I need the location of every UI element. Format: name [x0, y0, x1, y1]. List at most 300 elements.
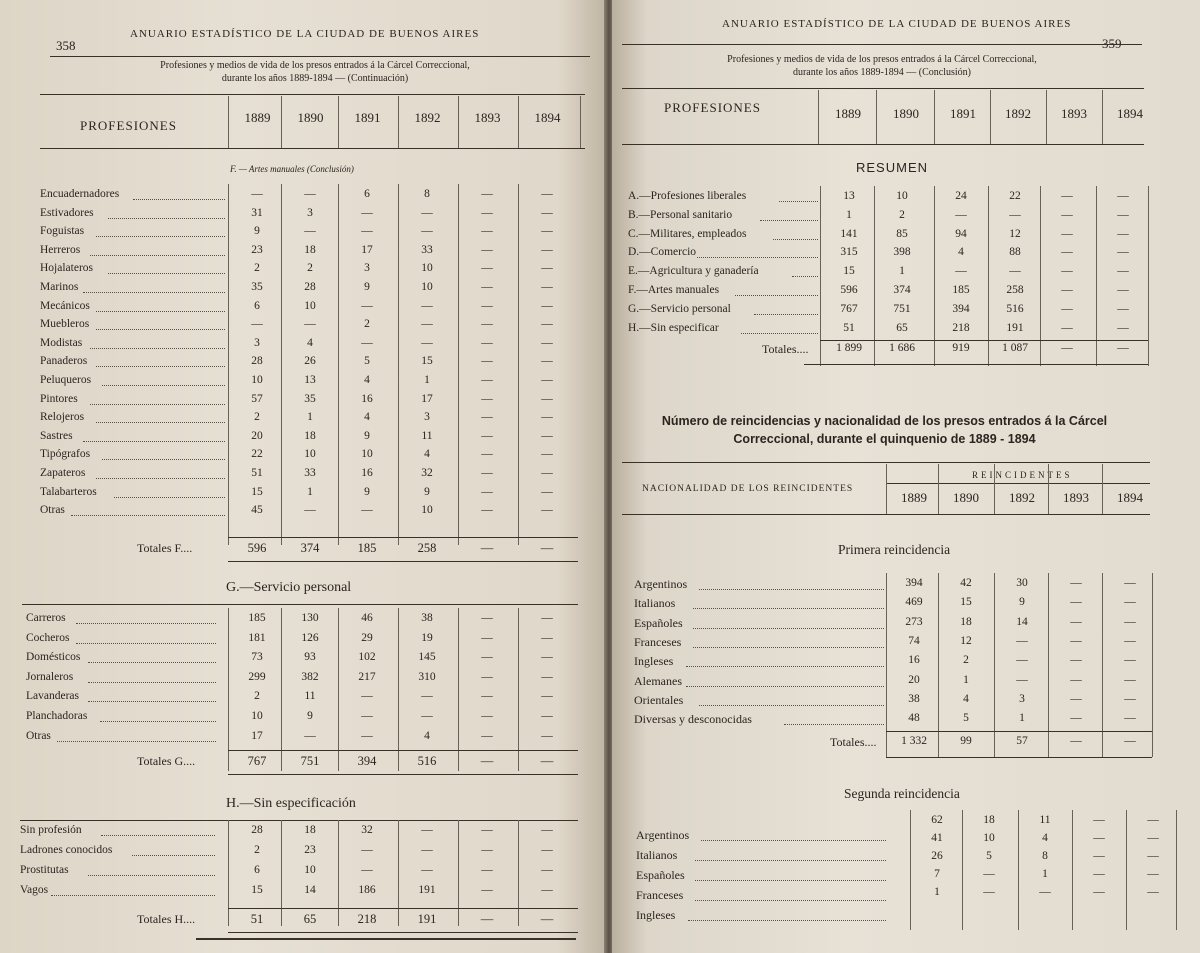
table-cell: 20 [251, 429, 263, 442]
total-bottom-rule [228, 774, 578, 775]
reinc-year-header: 1894 [1117, 490, 1143, 505]
total-rule [228, 908, 578, 909]
primera-cell: 38 [908, 692, 920, 705]
year-header: 1889 [835, 106, 861, 121]
leader-dots [100, 721, 216, 722]
table-cell: 130 [301, 612, 319, 624]
primera-cell: — [1070, 673, 1082, 686]
primera-cell: — [1070, 577, 1082, 589]
table-cell: — [541, 225, 553, 238]
table-cell: — [481, 281, 493, 293]
leader-dots [686, 686, 884, 687]
primera-cell: — [1070, 634, 1082, 647]
right-page-number: 359 [1102, 36, 1122, 51]
table-cell: — [361, 299, 373, 312]
segunda-cell: — [1093, 832, 1105, 844]
total-label: Totales F.... [137, 541, 193, 555]
total-cell: 51 [250, 912, 264, 926]
col-divider [1102, 464, 1103, 514]
table-cell: 5 [364, 355, 370, 368]
primera-total-cell: 57 [1016, 735, 1028, 748]
table-cell: — [541, 631, 553, 644]
resumen-cell: — [1061, 190, 1073, 202]
leader-dots [784, 724, 885, 725]
total-cell: 258 [417, 541, 437, 555]
leader-dots [695, 880, 887, 881]
table-cell: 18 [304, 243, 316, 256]
table-cell: 10 [421, 262, 433, 275]
col-divider [1040, 186, 1041, 366]
section-g-rule [22, 604, 578, 605]
primera-row-label: Diversas y desconocidas [634, 712, 752, 727]
table-cell: — [481, 374, 493, 386]
leader-dots [693, 647, 885, 648]
segunda-cell: — [1093, 850, 1105, 862]
segunda-cell: — [1147, 832, 1159, 844]
section-g-title: G.—Servicio personal [226, 580, 352, 595]
segunda-row-label: Ingleses [636, 908, 676, 922]
primera-title: Primera reincidencia [838, 542, 951, 557]
table-cell: 4 [364, 374, 370, 386]
table-cell: — [361, 710, 373, 722]
total-rule [228, 537, 578, 538]
col-divider [876, 90, 877, 144]
reinc-title-1: Número de reincidencias y nacionalidad de los presos entrados á la Cárcel [661, 414, 1108, 428]
table-cell: — [481, 864, 493, 876]
row-label: Prostitutas [20, 864, 69, 876]
resumen-cell: 374 [893, 284, 911, 296]
resumen-title: RESUMEN [856, 160, 929, 175]
col-divider [1046, 90, 1047, 144]
primera-total-cell: 99 [960, 735, 972, 748]
table-cell: 23 [304, 844, 316, 856]
resumen-cell: — [1061, 284, 1073, 296]
table-cell: 10 [304, 299, 316, 312]
primera-cell: 30 [1016, 577, 1028, 589]
primera-cell: 469 [905, 596, 923, 609]
segunda-cell: 26 [931, 850, 943, 862]
leader-dots [102, 459, 225, 460]
table-cell: 185 [248, 612, 266, 624]
table-cell: 18 [304, 824, 316, 836]
resumen-cell: 596 [840, 284, 858, 296]
table-cell: 17 [251, 729, 263, 742]
table-cell: 73 [251, 651, 263, 664]
row-label: Sin profesión [20, 824, 82, 836]
leader-dots [88, 682, 216, 683]
table-cell: — [541, 299, 553, 312]
col-divider [886, 464, 887, 514]
table-cell: — [481, 612, 493, 624]
table-cell: 10 [251, 374, 263, 386]
right-running-head: ANUARIO ESTADÍSTICO DE LA CIUDAD DE BUENOS AIRES [722, 18, 1072, 30]
table-cell: — [361, 504, 373, 517]
table-cell: — [541, 651, 553, 664]
table-cell: 126 [301, 631, 319, 644]
resumen-cell: 65 [896, 321, 908, 334]
resumen-row-label: F.—Artes manuales [628, 284, 720, 296]
col-divider [994, 464, 995, 514]
resumen-row-label: E.—Agricultura y ganadería [628, 265, 759, 278]
row-label: Mecánicos [40, 299, 90, 312]
segunda-cell: 4 [1042, 832, 1048, 844]
leader-dots [133, 199, 225, 200]
table-cell: — [481, 670, 493, 683]
row-label: Zapateros [40, 467, 86, 479]
table-cell: 6 [254, 299, 260, 312]
segunda-row-label: Argentinos [636, 828, 690, 842]
col-divider [1018, 810, 1019, 930]
row-label: Tipógrafos [40, 448, 91, 461]
row-label: Herreros [40, 243, 81, 256]
table-cell: 23 [251, 243, 263, 256]
segunda-cell: — [1093, 886, 1105, 898]
col-divider [1096, 186, 1097, 366]
primera-cell: 20 [908, 673, 920, 686]
table-cell: 1 [424, 374, 430, 386]
leader-dots [779, 201, 818, 202]
table-cell: — [481, 299, 493, 312]
col-divider [874, 186, 875, 366]
table-cell: 51 [251, 467, 263, 479]
resumen-total-cell: — [1117, 342, 1129, 355]
left-col-title: PROFESIONES [80, 118, 177, 133]
reinc-year-header: 1890 [953, 490, 979, 505]
table-cell: 6 [254, 864, 260, 876]
leader-dots [96, 236, 225, 237]
table-cell: 10 [251, 710, 263, 722]
resumen-cell: 516 [1006, 302, 1024, 315]
segunda-cell: — [1147, 868, 1159, 880]
leader-dots [90, 348, 225, 349]
table-cell: — [481, 206, 493, 219]
col-divider [518, 184, 519, 545]
col-divider [938, 464, 939, 514]
total-cell: 185 [357, 541, 377, 555]
primera-cell: — [1016, 634, 1028, 647]
resumen-row-label: H.—Sin especificar [628, 321, 719, 334]
resumen-cell: — [1061, 265, 1073, 278]
col-divider [518, 608, 519, 771]
resumen-cell: 1 [899, 265, 905, 278]
leader-dots [88, 875, 215, 876]
table-cell: 2 [254, 411, 260, 424]
col-divider [1072, 810, 1073, 930]
leader-dots [686, 666, 884, 667]
leader-dots [773, 239, 818, 240]
table-cell: 2 [307, 262, 313, 275]
leader-dots [83, 441, 225, 442]
table-cell: — [541, 710, 553, 722]
table-cell: — [421, 710, 433, 722]
col-divider [458, 608, 459, 771]
col-divider [820, 186, 821, 366]
table-cell: — [481, 884, 493, 896]
col-divider [338, 820, 339, 926]
leader-dots [108, 273, 225, 274]
primera-row-label: Ingleses [634, 654, 674, 669]
table-cell: — [361, 864, 373, 876]
col-divider [458, 184, 459, 545]
col-divider [228, 96, 229, 148]
reinc-year-header: 1893 [1063, 490, 1089, 505]
col-divider [910, 810, 911, 930]
table-cell: 9 [364, 429, 370, 442]
table-cell: — [481, 411, 493, 424]
table-cell: — [541, 411, 553, 424]
table-cell: 11 [421, 429, 433, 442]
primera-cell: — [1124, 596, 1136, 609]
resumen-row-label: C.—Militares, empleados [628, 227, 747, 240]
row-label: Carreros [26, 612, 66, 624]
primera-total-label: Totales.... [830, 735, 877, 750]
resumen-cell: 2 [899, 208, 905, 221]
col-divider [228, 608, 229, 771]
table-cell: — [541, 188, 553, 200]
segunda-cell: — [1147, 814, 1159, 826]
resumen-total-cell: 1 899 [836, 342, 862, 355]
total-cell: 65 [303, 912, 317, 926]
table-cell: 191 [418, 884, 436, 896]
segunda-cell: 10 [983, 832, 995, 844]
left-section-f-title: F. — Artes manuales (Conclusión) [230, 164, 354, 174]
table-cell: — [541, 485, 553, 498]
reinc-col-title: NACIONALIDAD DE LOS REINCIDENTES [642, 484, 854, 494]
leader-dots [735, 295, 818, 296]
table-cell: — [421, 225, 433, 238]
col-divider [962, 810, 963, 930]
col-divider [281, 96, 282, 148]
leader-dots [102, 385, 225, 386]
segunda-cell: 62 [931, 814, 943, 826]
table-cell: — [304, 729, 316, 742]
resumen-cell: 10 [896, 190, 908, 202]
table-cell: — [421, 318, 433, 331]
col-divider [1048, 573, 1049, 757]
primera-bottom-rule [886, 757, 1152, 758]
resumen-cell: 141 [840, 227, 858, 240]
col-divider [1102, 90, 1103, 144]
table-cell: — [361, 729, 373, 742]
table-cell: — [251, 318, 263, 331]
table-cell: — [481, 243, 493, 256]
leader-dots [76, 623, 216, 624]
row-label: Sastres [40, 429, 73, 442]
col-divider [886, 573, 887, 757]
row-label: Lavanderas [26, 690, 79, 703]
table-cell: — [481, 485, 493, 498]
primera-row-label: Franceses [634, 634, 682, 649]
reinc-year-header: 1889 [901, 490, 927, 505]
table-cell: 38 [421, 612, 433, 624]
col-divider [988, 186, 989, 366]
leader-dots [114, 497, 225, 498]
year-header: 1891 [354, 110, 381, 125]
col-divider [1126, 810, 1127, 930]
resumen-cell: 218 [952, 321, 970, 334]
table-cell: 57 [251, 392, 263, 405]
col-divider [338, 96, 339, 148]
table-cell: — [421, 206, 433, 219]
table-cell: 33 [304, 467, 316, 479]
table-cell: — [361, 690, 373, 703]
table-cell: — [481, 429, 493, 442]
primera-total-cell: — [1124, 735, 1136, 748]
segunda-cell: — [1093, 814, 1105, 826]
resumen-cell: 88 [1009, 246, 1021, 259]
segunda-cell: — [1093, 868, 1105, 880]
col-divider [580, 96, 581, 148]
table-cell: — [421, 336, 433, 349]
table-cell: — [481, 225, 493, 238]
table-cell: — [541, 318, 553, 331]
year-header: 1889 [244, 110, 271, 125]
resumen-cell: — [1117, 208, 1129, 221]
table-cell: — [481, 467, 493, 479]
primera-row-label: Españoles [634, 615, 683, 630]
table-cell: 4 [364, 411, 370, 424]
resumen-cell: 51 [843, 321, 855, 334]
col-divider [934, 90, 935, 144]
table-cell: 382 [301, 670, 319, 683]
table-cell: 102 [358, 651, 376, 664]
segunda-cell: — [1147, 850, 1159, 862]
total-cell: 596 [247, 541, 267, 555]
row-label: Modistas [40, 336, 83, 349]
segunda-row-label: Españoles [636, 868, 685, 882]
row-label: Foguistas [40, 225, 85, 238]
primera-cell: 4 [963, 692, 969, 705]
col-divider [458, 96, 459, 148]
primera-row-label: Orientales [634, 692, 684, 707]
segunda-cell: 8 [1042, 850, 1048, 862]
table-cell: — [541, 281, 553, 293]
leader-dots [88, 662, 216, 663]
resumen-cell: 1 [846, 208, 852, 221]
table-cell: 14 [304, 884, 316, 896]
table-cell: — [251, 188, 263, 200]
table-cell: 10 [421, 281, 433, 293]
leader-dots [90, 255, 225, 256]
leader-dots [741, 333, 818, 334]
table-cell: — [541, 392, 553, 405]
col-divider [338, 184, 339, 545]
row-label: Peluqueros [40, 374, 92, 386]
segunda-cell: 7 [934, 868, 940, 880]
segunda-title: Segunda reincidencia [844, 786, 960, 801]
table-cell: 9 [364, 281, 370, 293]
table-cell: — [541, 864, 553, 876]
table-cell: 11 [304, 690, 316, 703]
leader-dots [754, 314, 818, 315]
total-cell: 191 [417, 912, 437, 926]
primera-cell: 2 [963, 654, 969, 667]
segunda-row-label: Franceses [636, 888, 684, 902]
primera-cell: 48 [908, 712, 920, 725]
table-cell: — [481, 651, 493, 664]
table-cell: — [481, 355, 493, 368]
table-cell: — [541, 824, 553, 836]
resumen-row-label: D.—Comercio [628, 246, 697, 259]
leader-dots [96, 478, 225, 479]
resumen-cell: 22 [1009, 190, 1021, 202]
col-divider [1048, 464, 1049, 514]
primera-cell: 12 [960, 634, 972, 647]
segunda-cell: 1 [1042, 868, 1048, 880]
primera-cell: 15 [960, 596, 972, 609]
year-header: 1890 [893, 106, 919, 121]
leader-dots [701, 840, 886, 841]
table-cell: — [481, 448, 493, 461]
resumen-cell: — [955, 265, 967, 278]
table-cell: 45 [251, 504, 263, 517]
col-divider [338, 608, 339, 771]
primera-total-cell: — [1070, 735, 1082, 748]
table-cell: 10 [304, 448, 316, 461]
left-subtitle-2: durante los años 1889-1894 — (Continuación) [221, 73, 409, 84]
row-label: Pintores [40, 392, 78, 405]
total-cell: — [480, 912, 494, 926]
row-label: Cocheros [26, 631, 70, 644]
segunda-cell: 5 [986, 850, 992, 862]
left-bottom-rule [196, 938, 576, 940]
primera-cell: — [1124, 712, 1136, 725]
table-cell: — [541, 336, 553, 349]
table-cell: 186 [358, 884, 376, 896]
row-label: Hojalateros [40, 262, 94, 275]
leader-dots [88, 701, 216, 702]
table-cell: 31 [251, 206, 263, 219]
primera-cell: — [1124, 692, 1136, 705]
table-cell: — [541, 448, 553, 461]
leader-dots [57, 741, 216, 742]
table-cell: — [541, 243, 553, 256]
col-divider [458, 820, 459, 926]
leader-dots [96, 366, 225, 367]
year-header: 1893 [1061, 106, 1087, 121]
leader-dots [108, 218, 225, 219]
year-header: 1894 [534, 110, 561, 125]
reinc-year-header: 1892 [1009, 490, 1035, 505]
col-divider [398, 820, 399, 926]
table-cell: — [541, 690, 553, 703]
table-cell: 8 [424, 188, 430, 200]
left-head-rule [50, 56, 590, 57]
resumen-row-label: B.—Personal sanitario [628, 208, 733, 221]
segunda-cell: — [983, 886, 995, 898]
row-label: Muebleros [40, 318, 90, 331]
resumen-cell: — [1061, 302, 1073, 315]
table-cell: — [541, 612, 553, 624]
primera-row-label: Italianos [634, 596, 676, 611]
left-running-head: ANUARIO ESTADÍSTICO DE LA CIUDAD DE BUENOS AIRES [130, 28, 480, 40]
right-subtitle-1: Profesiones y medios de vida de los presos entrados á la Cárcel Correccional, [727, 54, 1037, 65]
segunda-row-label: Italianos [636, 848, 678, 862]
right-subtitle-2: durante los años 1889-1894 — (Conclusión) [792, 67, 972, 78]
resumen-cell: — [1061, 208, 1073, 221]
primera-cell: 3 [1019, 692, 1025, 705]
table-cell: 29 [361, 631, 373, 644]
year-header: 1894 [1117, 106, 1143, 121]
table-cell: — [481, 729, 493, 742]
table-cell: — [481, 504, 493, 517]
primera-total-cell: 1 332 [901, 735, 927, 748]
primera-cell: 1 [963, 673, 969, 686]
resumen-cell: — [1117, 227, 1129, 240]
table-cell: 32 [361, 824, 373, 836]
table-cell: — [481, 392, 493, 405]
primera-cell: — [1124, 577, 1136, 589]
